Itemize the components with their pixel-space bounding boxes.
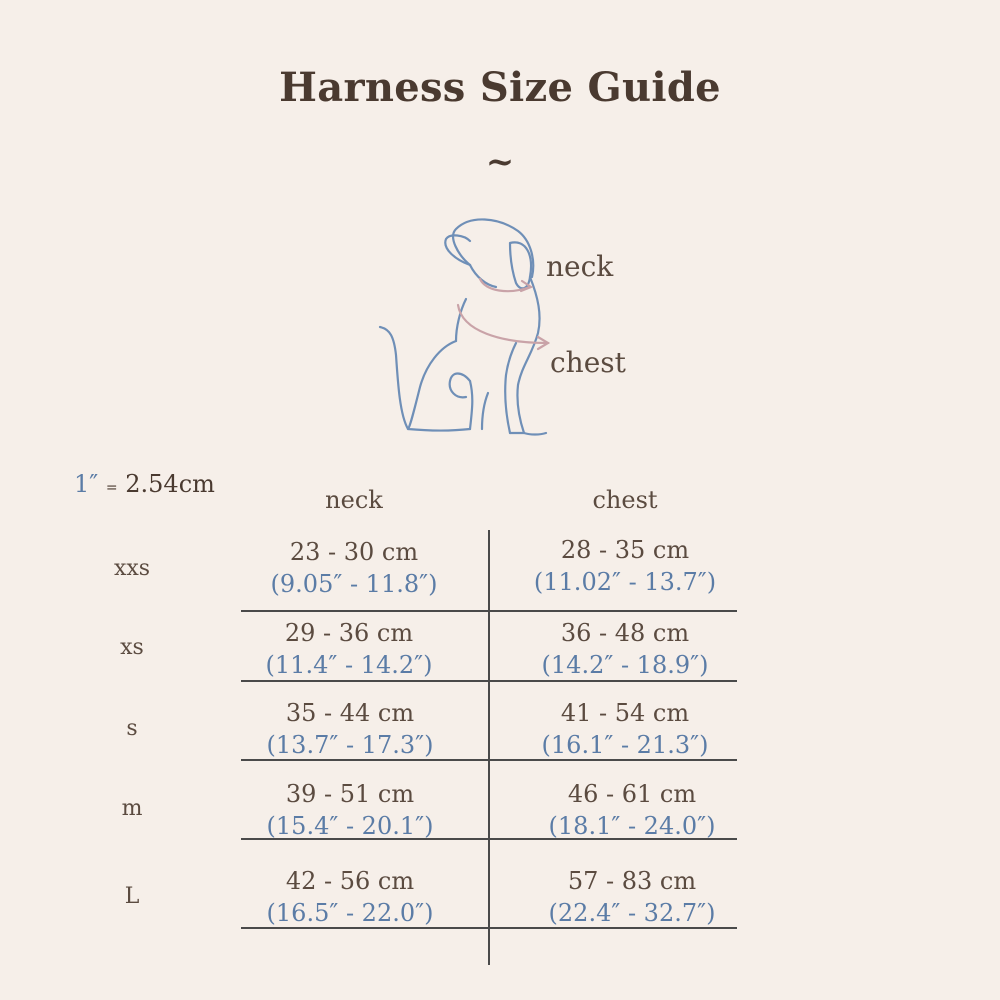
neck-cm: 42 - 56 cm [285, 867, 415, 895]
neck-inch: (9.05″ - 11.8″) [270, 570, 438, 598]
chest-inch: (18.1″ - 24.0″) [548, 812, 716, 840]
chest-cm: 36 - 48 cm [560, 619, 690, 647]
neck-inch: (15.4″ - 20.1″) [266, 812, 434, 840]
chest-cell [512, 865, 752, 929]
neck-cm: 29 - 36 cm [284, 619, 414, 647]
chest-cell [505, 697, 745, 761]
chest-cell [505, 617, 745, 681]
chest-cm: 28 - 35 cm [560, 536, 690, 564]
neck-inch: (13.7″ - 17.3″) [266, 731, 434, 759]
neck-cell [230, 865, 470, 929]
page-title: Harness Size Guide [279, 64, 721, 111]
neck-inch: (16.5″ - 22.0″) [266, 899, 434, 927]
chest-cm: 46 - 61 cm [567, 780, 697, 808]
chest-cm: 41 - 54 cm [560, 699, 690, 727]
conversion-inch: 1″ [74, 470, 99, 498]
neck-cm: 23 - 30 cm [289, 538, 419, 566]
chest-column-header: chest [592, 486, 658, 514]
table-row-divider [241, 610, 737, 612]
neck-cm: 35 - 44 cm [285, 699, 415, 727]
size-label: s [126, 716, 138, 741]
chest-cell [505, 534, 745, 598]
conversion-equals: = [105, 480, 118, 496]
neck-cell [234, 536, 474, 600]
chest-label: chest [550, 346, 626, 379]
conversion-cm: 2.54cm [125, 470, 215, 498]
neck-label: neck [546, 250, 614, 283]
chest-inch: (14.2″ - 18.9″) [541, 651, 709, 679]
chest-cell [512, 778, 752, 842]
conversion-note [74, 470, 215, 498]
neck-cell [230, 778, 470, 842]
chest-inch: (16.1″ - 21.3″) [541, 731, 709, 759]
chest-inch: (22.4″ - 32.7″) [548, 899, 716, 927]
table-column-divider [488, 530, 490, 965]
neck-column-header: neck [325, 486, 383, 514]
title-divider: ~ [485, 142, 515, 182]
size-label: xs [120, 635, 144, 660]
neck-inch: (11.4″ - 14.2″) [265, 651, 433, 679]
size-label: m [121, 796, 143, 821]
chest-cm: 57 - 83 cm [567, 867, 697, 895]
neck-cell [230, 697, 470, 761]
size-label: L [124, 884, 140, 909]
neck-cm: 39 - 51 cm [285, 780, 415, 808]
neck-cell [229, 617, 469, 681]
chest-inch: (11.02″ - 13.7″) [533, 568, 717, 596]
size-label: xxs [113, 556, 151, 581]
